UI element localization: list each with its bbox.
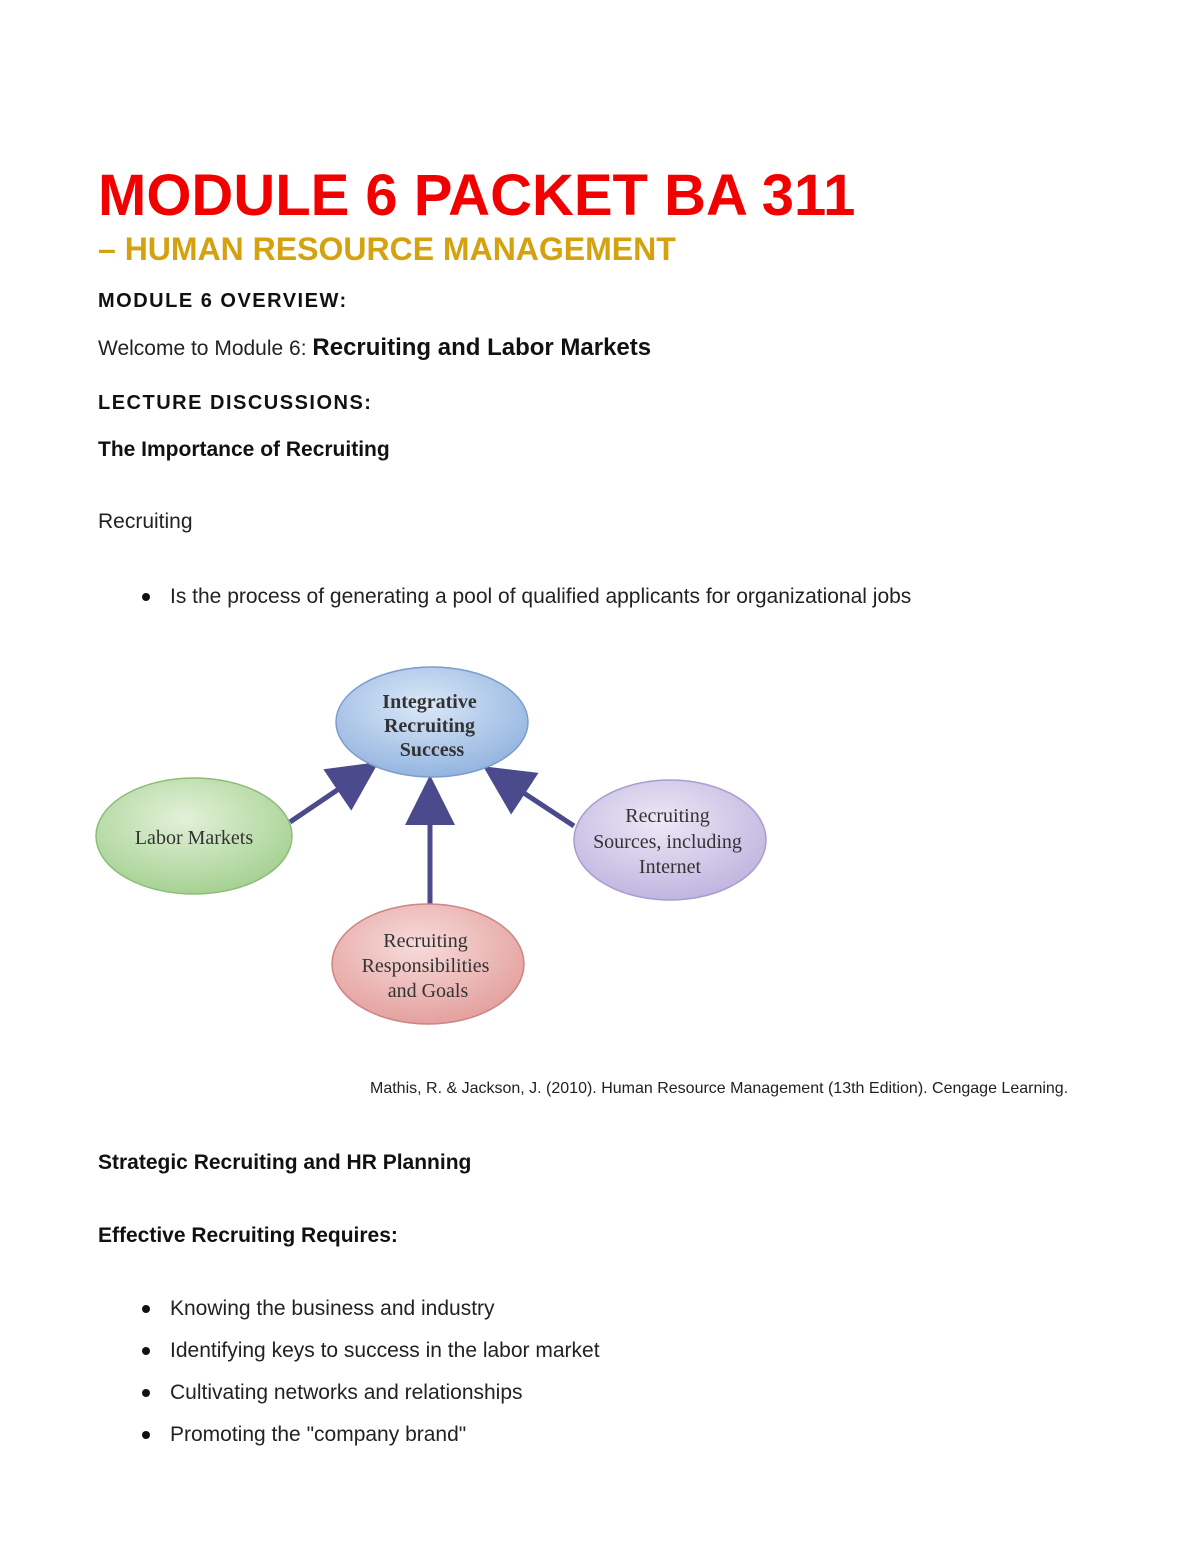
welcome-prefix: Welcome to Module 6: (98, 337, 313, 360)
figure-citation: Mathis, R. & Jackson, J. (2010). Human Resource Management (13th Edition). Cengage Learning. (370, 1080, 1069, 1097)
list-item: Identifying keys to success in the labor market (98, 1340, 600, 1361)
center-label-line: Recruiting (383, 715, 476, 737)
arrow-right-to-center (504, 780, 574, 826)
recruiting-definition-list (98, 586, 911, 607)
center-label-line: Integrative (382, 691, 477, 713)
lecture-discussions-label: LECTURE DISCUSSIONS: (98, 392, 373, 414)
list-item: Promoting the "company brand" (98, 1424, 600, 1445)
list-item: Is the process of generating a pool of qualified applicants for organizational jobs (98, 586, 911, 607)
bottom-label-line: Responsibilities (361, 955, 490, 977)
document-subtitle: – HUMAN RESOURCE MANAGEMENT (98, 231, 676, 267)
welcome-topic: Recruiting and Labor Markets (312, 334, 652, 361)
welcome-line (98, 334, 651, 362)
module-overview-label: MODULE 6 OVERVIEW: (98, 290, 348, 312)
center-label-line: Success (399, 739, 465, 761)
right-label-line: Internet (638, 856, 702, 878)
strategic-heading: Strategic Recruiting and HR Planning (98, 1151, 472, 1174)
bottom-label-line: and Goals (387, 980, 469, 1002)
document-title: MODULE 6 PACKET BA 311 (98, 163, 856, 228)
arrow-left-to-center (290, 776, 358, 822)
right-label-line: Recruiting (625, 805, 710, 827)
requires-heading: Effective Recruiting Requires: (98, 1224, 398, 1247)
bottom-label-line: Recruiting (383, 930, 468, 952)
left-label: Labor Markets (134, 827, 254, 849)
importance-heading: The Importance of Recruiting (98, 438, 390, 461)
right-label-line: Sources, including (593, 831, 742, 853)
list-item: Knowing the business and industry (98, 1298, 600, 1319)
recruiting-term: Recruiting (98, 510, 193, 533)
list-item: Cultivating networks and relationships (98, 1382, 600, 1403)
recruiting-diagram (90, 660, 800, 1040)
requirements-list (98, 1298, 600, 1445)
